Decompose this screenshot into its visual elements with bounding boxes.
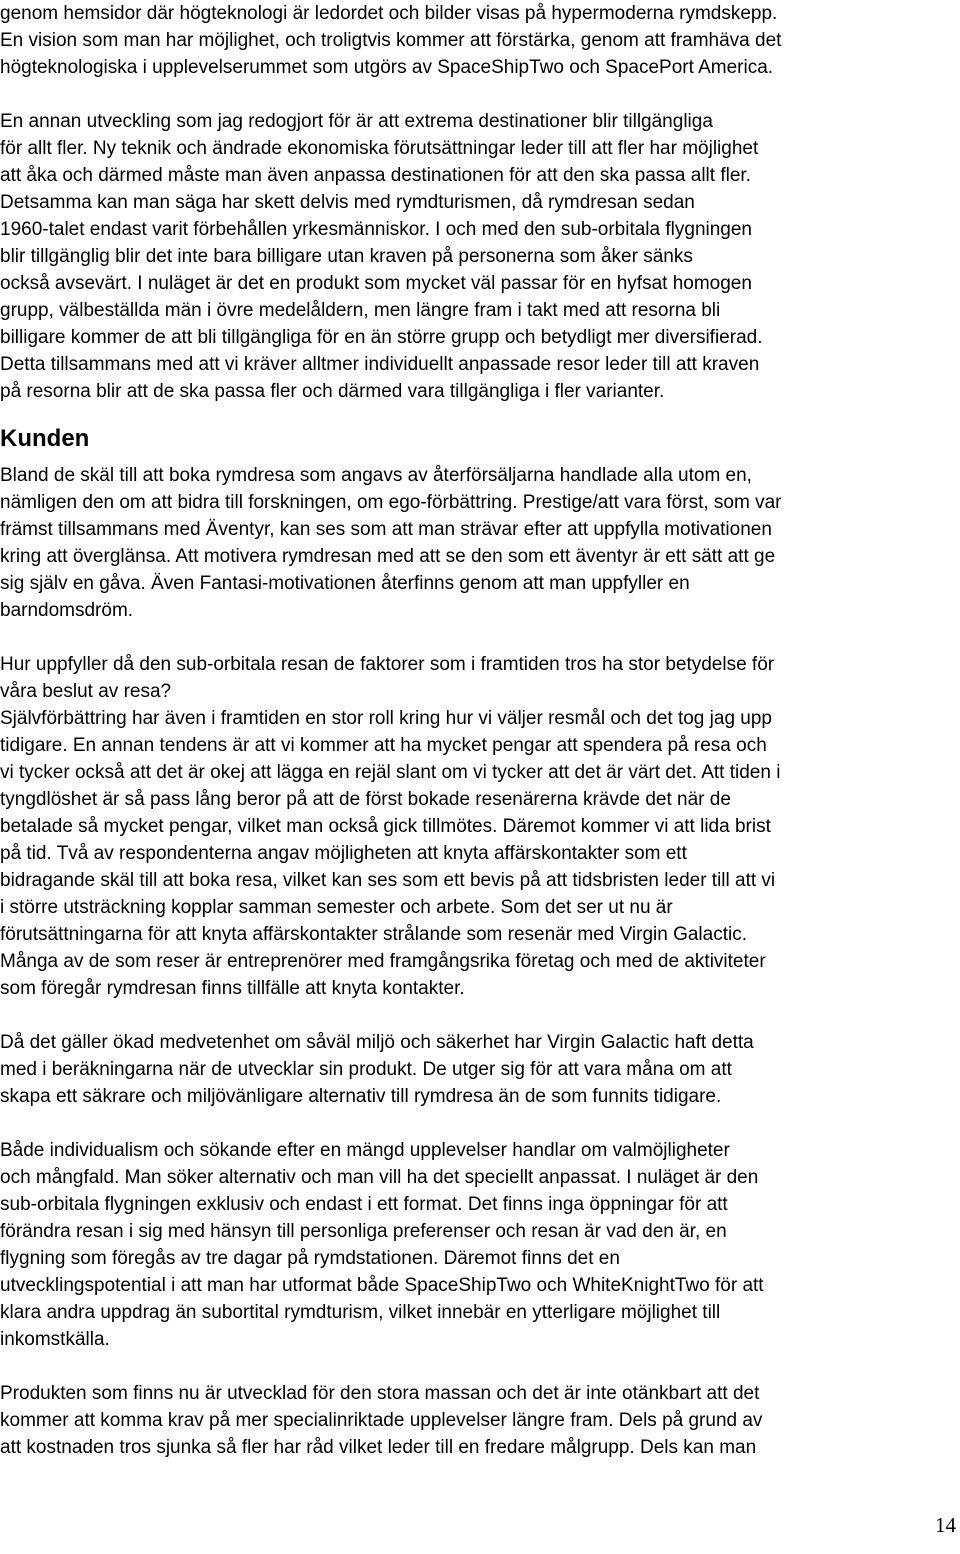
paragraph-spacer [0,1110,958,1137]
paragraph-spacer [0,1353,958,1380]
paragraph-environment-safety: Då det gäller ökad medvetenhet om såväl miljö och säkerhet har Virgin Galactic haft detta med i beräkningarna när de utvecklar sin produkt. De utger sig för att vara måna om att skapa ett säkrare och miljövänligare alternativ till rymdresa än de som funnits tidigare. [0,1032,754,1107]
paragraph-individualism: Både individualism och sökande efter en mängd upplevelser handlar om valmöjligheter och mångfald. Man söker alternativ och man vill ha det speciellt anpassat. I nuläget är den sub-orbitala flygningen exklusiv och endast i ett format. Det finns inga öppningar för att förändra resan i sig med hänsyn till personliga preferenser och resan är vad den är, en flygning som föregås av tre dagar på rymdstationen. Däremot finns det en utvecklingspotential i att man har utformat både SpaceShipTwo och WhiteKnightTwo för att klara andra uppdrag än subortital rymdturism, vilket innebär en ytterligare möjlighet till inkomstkälla. [0,1140,764,1350]
paragraph-spacer [0,81,958,108]
paragraph-extreme-destinations: En annan utveckling som jag redogjort för är att extrema destinationer blir tillgängliga för allt fler. Ny teknik och ändrade ekonomiska förutsättningar leder till att fler har möjlighet att åka och därmed måste man även anpassa destinationen för att den ska passa allt fler. Detsamma kan man säga har skett delvis med rymdturismen, då rymdresan sedan 1960-talet endast varit förbehållen yrkesmänniskor. I och med den sub-orbitala flygningen blir tillgänglig blir det inte bara billigare utan kraven på personerna som åker sänks också avsevärt. I nuläget är det en produkt som mycket väl passar för en hyfsat homogen grupp, välbeställda män i övre medelåldern, men längre fram i takt med att resorna bli billigare kommer de att bli tillgängliga för en än större grupp och betydligt mer diversifierad. Detta tillsammans med att vi kräver alltmer individuellt anpassade resor leder till att kraven på resorna blir att de ska passa fler och därmed vara tillgängliga i fler varianter. [0,111,763,402]
paragraph-spacer [0,1002,958,1029]
paragraph-product-development: Produkten som finns nu är utvecklad för den stora massan och det är inte otänkbart att det kommer att komma krav på mer specialinriktade upplevelser längre fram. Dels på grund av att kostnaden tros sjunka så fler har råd vilket leder till en fredare målgrupp. Dels kan man [0,1383,763,1458]
paragraph-booking-reasons: Bland de skäl till att boka rymdresa som angavs av återförsäljarna handlade alla utom en, nämligen den om att bidra till forskningen, om ego-förbättring. Prestige/att vara först, som var främst tillsammans med Äventyr, kan ses som att man strävar efter att uppfylla motivationen kring att överglänsa. Att motivera rymdresan med att se den som ett äventyr är ett sätt att ge sig själv en gåva. Även Fantasi-motivationen återfinns genom att man uppfyller en barndomsdröm. [0,465,782,621]
paragraph-space-vision: genom hemsidor där högteknologi är ledordet och bilder visas på hypermoderna rymdskepp. En vision som man har möjlighet, och troligtvis kommer att förstärka, genom att framhäva det högteknologiska i upplevelserummet som utgörs av SpaceShipTwo och SpacePort America. [0,3,782,78]
paragraph-spacer [0,624,958,651]
section-heading-kunden: Kunden [0,425,90,452]
page-number: 14 [935,1513,956,1537]
paragraph-future-factors: Hur uppfyller då den sub-orbitala resan de faktorer som i framtiden tros ha stor betydelse för våra beslut av resa? Självförbättring har även i framtiden en stor roll kring hur vi väljer resmål och det tog jag upp tidigare. En annan tendens är att vi kommer att ha mycket pengar att spendera på resa och vi tycker också att det är okej att lägga en rejäl slant om vi tycker att det är värt det. Att tiden i tyngdlöshet är så pass lång beror på att de först bokade resenärerna krävde det när de betalade så mycket pengar, vilket man också gick tillmötes. Däremot kommer vi att lida brist på tid. Två av respondenterna angav möjligheten att knyta affärskontakter som ett bidragande skäl till att boka resa, vilket kan ses som ett bevis på att tidsbristen leder till att vi i större utsträckning kopplar samman semester och arbete. Som det ser ut nu är förutsättningarna för att knyta affärskontakter strålande som resenär med Virgin Galactic. Många av de som reser är entreprenörer med framgångsrika företag och med de aktiviteter som föregår rymdresan finns tillfälle att knyta kontakter. [0,654,781,999]
